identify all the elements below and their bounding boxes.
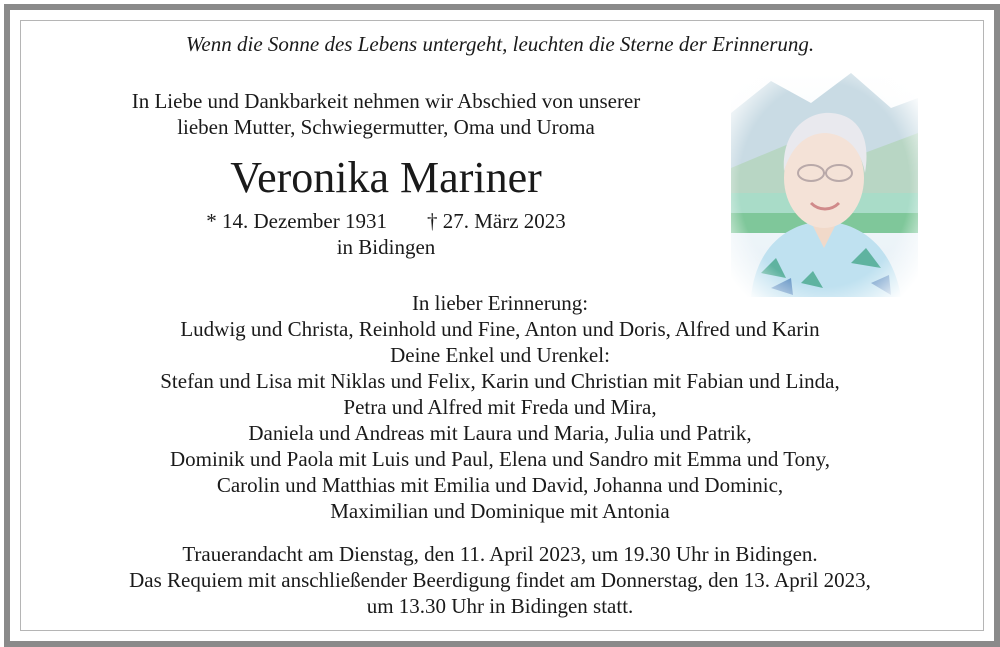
portrait-icon bbox=[731, 73, 918, 297]
portrait-photo bbox=[731, 73, 918, 297]
deceased-name: Veronika Mariner bbox=[230, 153, 542, 202]
grandchildren-line: Daniela und Andreas mit Laura und Maria, Julia und Patrik, bbox=[248, 421, 752, 445]
life-dates bbox=[70, 208, 702, 234]
grandchildren-line: Petra und Alfred mit Freda und Mira, bbox=[343, 395, 657, 419]
intro-line: In Liebe und Dankbarkeit nehmen wir Abschied von unserer bbox=[131, 89, 641, 113]
children-line: Ludwig und Christa, Reinhold und Fine, Anton und Doris, Alfred und Karin bbox=[180, 317, 820, 341]
grandchildren-line: Carolin und Matthias mit Emilia und David, Johanna und Dominic, bbox=[216, 473, 784, 497]
grandchildren-heading: Deine Enkel und Urenkel: bbox=[390, 343, 610, 367]
grandchildren-line: Stefan und Lisa mit Niklas und Felix, Karin und Christian mit Fabian und Linda, bbox=[160, 369, 840, 393]
grandchildren-line: Maximilian und Dominique mit Antonia bbox=[330, 499, 670, 523]
intro-line: lieben Mutter, Schwiegermutter, Oma und Uroma bbox=[177, 115, 595, 139]
service-line: um 13.30 Uhr in Bidingen statt. bbox=[366, 594, 634, 618]
service-line: Das Requiem mit anschließender Beerdigung findet am Donnerstag, den 13. April 2023, bbox=[129, 568, 871, 592]
service-line: Trauerandacht am Dienstag, den 11. April 2023, um 19.30 Uhr in Bidingen. bbox=[182, 542, 818, 566]
grandchildren-line: Dominik und Paola mit Luis und Paul, Elena und Sandro mit Emma und Tony, bbox=[170, 447, 830, 471]
death-date: † 27. März 2023 bbox=[426, 209, 566, 233]
death-place: in Bidingen bbox=[336, 235, 436, 259]
birth-date: * 14. Dezember 1931 bbox=[206, 209, 387, 233]
motto: Wenn die Sonne des Lebens untergeht, leuchten die Sterne der Erinnerung. bbox=[185, 32, 815, 56]
intro-text bbox=[70, 88, 702, 140]
family-heading: In lieber Erinnerung: bbox=[411, 291, 589, 315]
service-info bbox=[0, 541, 1000, 619]
family-list bbox=[0, 290, 1000, 524]
